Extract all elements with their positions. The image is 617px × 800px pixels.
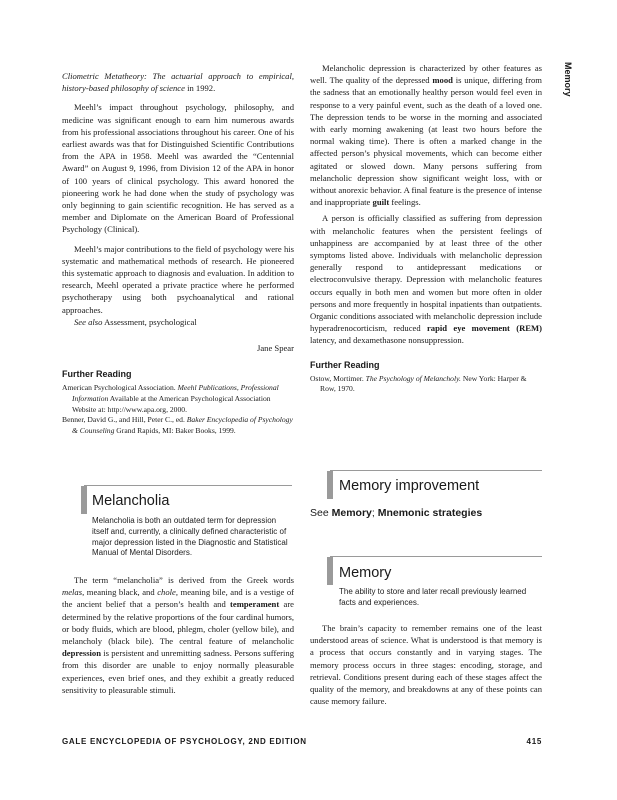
memory-improvement-heading-bar <box>327 471 333 499</box>
melancholia-definition: Melancholia is both an outdated term for depression itself and, currently, a clinically defined characteristic of major depression listed in the Diagnostic and Statistical Manual of Mental Disorders. <box>92 516 288 558</box>
melancholia-divider <box>84 485 292 486</box>
further-reading-heading-left: Further Reading <box>62 369 132 380</box>
memory-definition: The ability to store and later recall previously learned facts and experiences. <box>339 587 527 607</box>
melancholia-title: Melancholia <box>92 493 170 509</box>
meehl-paragraph-1: Meehl’s impact throughout psychology, philosophy, and medicine was significant enough to earn him numerous awards from his professional associations throughout his career. One of his earliest awards was that for Distinguished Scientific Contributions from the APA in 1958. Meehl was awarded the “Centennial Award” on August 9, 1996, from Division 12 of the APA in honor of 100 years of clinical psychology. This award honored the pioneering work he had done when the study of psychology was only beginning to gain scientific recognition. He has served as a member and Diplomate on the American Board of Professional Psychology (Clinical). <box>62 102 294 235</box>
memory-divider <box>330 556 542 557</box>
melancholia-body <box>62 574 294 696</box>
further-reading-heading-right: Further Reading <box>310 359 380 370</box>
side-tab-memory: Memory <box>563 62 573 97</box>
right-column-top <box>310 62 542 395</box>
reference-ostow: Ostow, Mortimer. The Psychology of Melancholy. New York: Harper & Row, 1970. <box>310 373 527 394</box>
author-signature: Jane Spear <box>257 343 294 354</box>
footer-title: GALE ENCYCLOPEDIA OF PSYCHOLOGY, 2ND EDITION <box>62 737 307 746</box>
memory-paragraph: The brain’s capacity to remember remains one of the least understood areas of science. What is understood is that memory is a process that occurs constantly and in varying stages. The memory process occurs in three stages: encoding, storage, and retrieval. Conditions present during each of these stages affect the quality of the memory, and breakdowns at any of these points can cause memory failure. <box>310 623 542 707</box>
left-column-top <box>62 70 294 436</box>
reference-apa: American Psychological Association. Meehl Publications, Professional Information Available at the American Psychological Association Website at: http://www.apa.org, 2000. <box>62 383 279 414</box>
melancholic-features-paragraph: Melancholic depression is characterized by other features as well. The quality of the depressed mood is unique, differing from the sadness that an emotionally healthy person would feel even in response to a very painful event, such as the death of a loved one. The depression tends to be worse in the morning and associated with early morning awakening (at least two hours before the normal waking time). There is often a marked change in the affected person’s physical movements, which can become either agitated or slowed down. Many persons suffering from melancholic depression show significant weight loss, with or without anorexic behavior. A final feature is the presence of intense and inappropriate guilt feelings. <box>310 63 542 208</box>
memory-heading-bar <box>327 557 333 585</box>
meehl-paragraph-2: Meehl’s major contributions to the field of psychology were his systematic and mathematical methods of research. He pioneered this systematic approach to diagnosis and evaluation. In addition to research, Meehl operated a private practice where he performed psychotherapy using both psychoanalytical and rational approaches. <box>62 243 294 315</box>
see-mnemonic-link[interactable]: Mnemonic strategies <box>377 507 483 519</box>
classification-paragraph: A person is officially classified as suffering from depression with melancholic features when the persistent feelings of unhappiness are accompanied by at least three of the other symptoms listed above. Individuals with melancholic depression generally respond to antidepressant medications or electroconvulsive therapy. Depression with melancholic features occurs equally in both men and women but more often in older persons and more frequently in hospital inpatients than outpatients. Organic conditions associated with melancholic depression include hyperadrenocorticism, reduced rapid eye movement (REM) latency, and dexamethasone nonsuppression. <box>310 213 542 346</box>
melancholia-paragraph: The term “melancholia” is derived from the Greek words melas, meaning black, and chole, meaning bile, and is a vestige of the ancient belief that a person’s health and temperament are determined by the relative proportions of the four cardinal humors, or body fluids, which are blood, phlegm, choler (yellow bile), and melancholy (black bile). The central feature of melancholic depression is persistent and unremitting sadness. Persons suffering from this disorder are unable to enjoy normally pleasurable experiences, even brief ones, and they exhibit a greatly reduced sensitivity to pleasurable stimuli. <box>62 575 294 695</box>
melancholia-heading-bar <box>81 486 87 514</box>
reference-benner: Benner, David G., and Hill, Peter C., ed. Baker Encyclopedia of Psychology & Counseling Grand Rapids, MI: Baker Books, 1999. <box>62 415 293 435</box>
memory-improvement-divider <box>330 470 542 471</box>
memory-body <box>310 622 542 707</box>
memory-title: Memory <box>339 565 392 581</box>
page-number: 415 <box>526 737 542 746</box>
see-also: See also Assessment, psychological <box>74 316 197 327</box>
continued-citation: Cliometric Metatheory: The actuarial approach to empirical, history-based philosophy of science in 1992. <box>62 71 294 94</box>
memory-improvement-title: Memory improvement <box>339 478 480 494</box>
see-memory-link[interactable]: Memory <box>331 507 372 519</box>
memory-improvement-see: See Memory; Mnemonic strategies <box>310 507 483 519</box>
